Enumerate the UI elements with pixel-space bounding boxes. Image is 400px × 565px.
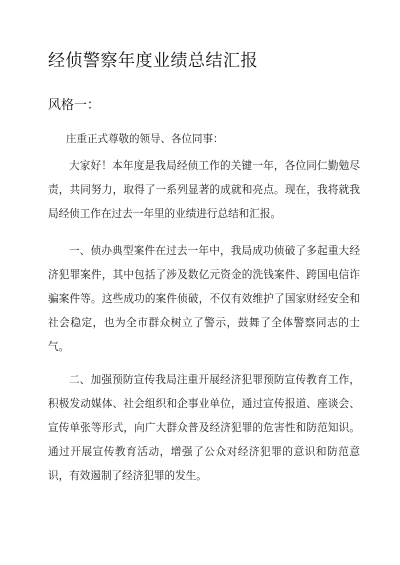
- document-title: 经侦警察年度业绩总结汇报: [48, 51, 258, 71]
- paragraph-intro: 大家好！本年度是我局经侦工作的关键一年，各位同仁勤勉尽责，共同努力，取得了一系列显著的成就和亮点。现在，我将就我局经侦工作在过去一年里的业绩进行总结和汇报。: [48, 160, 360, 220]
- section-heading: 风格一：: [48, 98, 101, 113]
- paragraph-prevention: 二、加强预防宣传我局注重开展经济犯罪预防宣传教育工作，积极发动媒体、社会组织和企事业单位，通过宣传报道、座谈会、宣传单张等形式，向广大群众普及经济犯罪的危害性和防范知识。通过开展宣传教育活动，增强了公众对经济犯罪的意识和防范意识，有效遏制了经济犯罪的发生。: [48, 374, 360, 482]
- paragraph-cases: 一、侦办典型案件在过去一年中，我局成功侦破了多起重大经济犯罪案件，其中包括了涉及数亿元资金的洗钱案件、跨国电信诈骗案件等。这些成功的案件侦破，不仅有效维护了国家财经安全和社会稳定，也为全市群众树立了警示，鼓舞了全体警察同志的士气。: [48, 245, 360, 353]
- salutation-line: 庄重正式尊敬的领导、各位同事：: [66, 133, 224, 145]
